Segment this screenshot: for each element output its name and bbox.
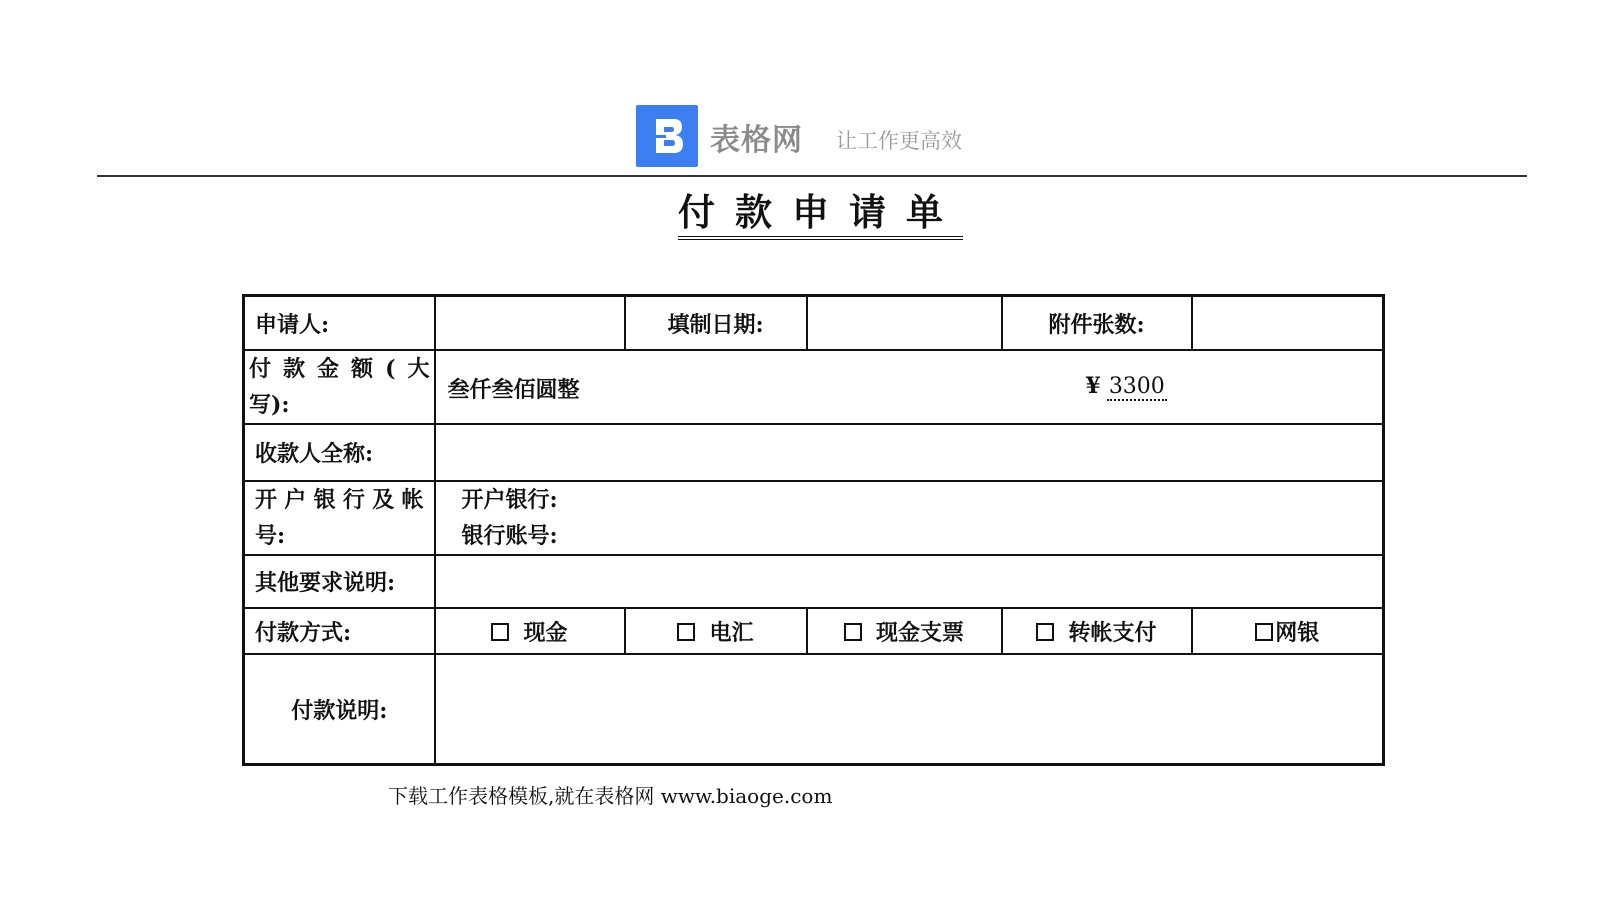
page-header [0,0,1600,176]
method-cash-cheque-label: 现金支票 [875,619,964,646]
payee-field[interactable] [435,424,1384,481]
amount-number: 3300 [1108,374,1165,399]
payment-request-form [242,294,1385,766]
row-bank [244,481,1384,555]
amount-in-figures [1086,373,1167,399]
method-cash-label: 现金 [523,619,568,646]
attachments-field[interactable] [1192,296,1384,351]
method-wire-label: 电汇 [709,619,754,646]
checkbox-icon[interactable] [844,623,862,641]
date-field[interactable] [807,296,1002,351]
applicant-field[interactable] [435,296,625,351]
payment-description-label: 付款说明: [244,654,435,765]
bank-label [244,481,435,555]
checkbox-icon[interactable] [677,623,695,641]
row-other [244,555,1384,608]
checkbox-icon[interactable] [1036,623,1054,641]
amount-label-line2: 写): [249,392,290,418]
method-option-online-banking[interactable] [1192,608,1384,654]
row-applicant [244,296,1384,351]
method-online-banking-label: 网银 [1275,619,1320,646]
applicant-label: 申请人: [244,296,435,351]
currency-symbol: ¥ [1085,373,1101,399]
bank-name-label: 开户银行: [461,487,558,513]
checkbox-icon[interactable] [491,623,509,641]
header-divider [97,175,1527,177]
other-requirements-field[interactable] [435,555,1384,608]
payment-description-field[interactable] [435,654,1384,765]
brand-logo-icon [636,105,698,167]
amount-label-line1: 付款金额(大 [249,356,430,382]
footer-note: 下载工作表格模板,就在表格网 www.biaoge.com [388,784,833,808]
checkbox-icon[interactable] [1255,623,1273,641]
bank-field[interactable] [435,481,1384,555]
attachments-label: 附件张数: [1002,296,1192,351]
brand-name: 表格网 [710,123,803,158]
method-option-wire[interactable] [625,608,807,654]
payment-method-label: 付款方式: [244,608,435,654]
page-title: 付款申请单 [678,190,963,240]
brand-slogan: 让工作更高效 [836,129,962,153]
amount-in-words: 叁仟叁佰圆整 [447,377,580,403]
method-option-cash-cheque[interactable] [807,608,1002,654]
row-payment-method [244,608,1384,654]
method-option-cash[interactable] [435,608,625,654]
bank-label-line2: 号: [255,523,286,549]
bank-account-label: 银行账号: [461,523,558,549]
date-label: 填制日期: [625,296,807,351]
amount-label [244,350,435,424]
bank-label-line1: 开户银行及帐 [255,487,424,513]
method-option-transfer[interactable] [1002,608,1192,654]
other-requirements-label: 其他要求说明: [244,555,435,608]
row-description [244,654,1384,765]
method-transfer-label: 转帐支付 [1068,619,1157,646]
payee-label: 收款人全称: [244,424,435,481]
amount-field[interactable] [435,350,1384,424]
row-amount [244,350,1384,424]
row-payee [244,424,1384,481]
